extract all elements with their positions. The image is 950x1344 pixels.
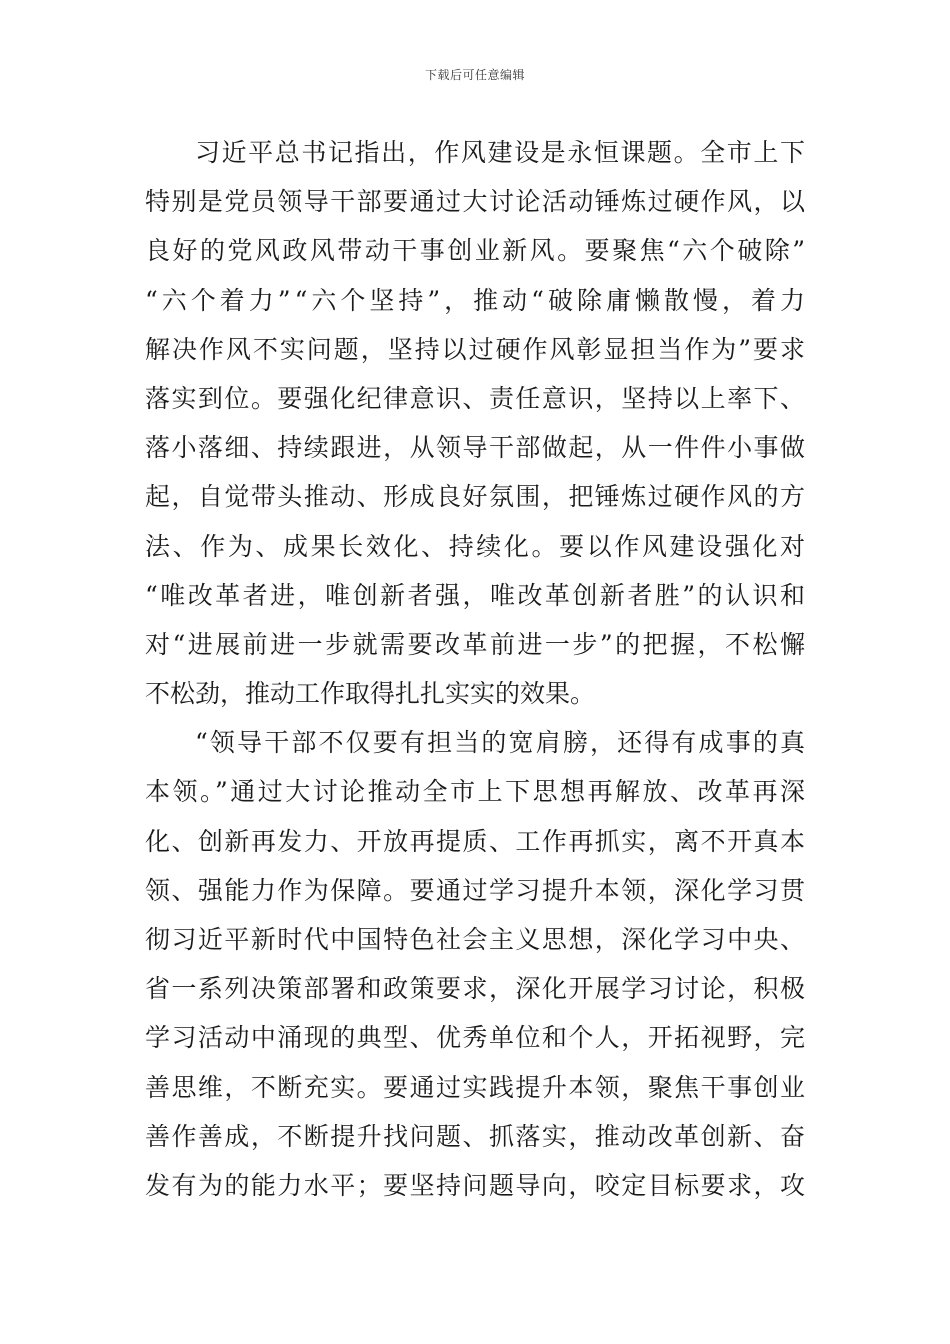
paragraph-line: “领导干部不仅要有担当的宽肩膀，还得有成事的真: [195, 728, 808, 758]
paragraph-line: 良好的党风政风带动干事创业新风。要聚焦“六个破除”: [145, 236, 808, 266]
paragraph-line: 化、创新再发力、开放再提质、工作再抓实，离不开真本: [145, 826, 807, 856]
paragraph-line: 发有为的能力水平；要坚持问题导向，咬定目标要求，攻: [145, 1170, 807, 1200]
paragraph-line: 对“进展前进一步就需要改革前进一步”的把握，不松懈: [145, 629, 808, 659]
paragraph-line: “唯改革者进，唯创新者强，唯改革创新者胜”的认识和: [145, 580, 808, 610]
paragraph-line: 善作善成，不断提升找问题、抓落实，推动改革创新、奋: [145, 1121, 807, 1151]
page-header: 下载后可任意编辑: [424, 68, 525, 82]
paragraph-line: 本领。”通过大讨论推动全市上下思想再解放、改革再深: [145, 777, 808, 807]
paragraph-line: 习近平总书记指出，作风建设是永恒课题。全市上下: [195, 138, 807, 167]
paragraph-line: 落小落细、持续跟进，从领导干部做起，从一件件小事做: [145, 433, 807, 463]
paragraph-line: “六个着力”“六个坚持”，推动“破除庸懒散慢，着力: [145, 285, 810, 315]
paragraph-line: 彻习近平新时代中国特色社会主义思想，深化学习中央、: [145, 925, 807, 954]
paragraph-line: 善思维，不断充实。要通过实践提升本领，聚焦干事创业: [145, 1072, 807, 1102]
paragraph-line: 特别是党员领导干部要通过大讨论活动锤炼过硬作风，以: [145, 187, 807, 217]
paragraph-line: 省一系列决策部署和政策要求，深化开展学习讨论，积极: [145, 974, 807, 1004]
document-body: [145, 128, 810, 1210]
paragraph-line: 领、强能力作为保障。要通过学习提升本领，深化学习贯: [145, 875, 807, 905]
paragraph-line: 法、作为、成果长效化、持续化。要以作风建设强化对: [145, 531, 808, 561]
paragraph-line: 起，自觉带头推动、形成良好氛围，把锤炼过硬作风的方: [145, 482, 807, 512]
paragraph-line: 落实到位。要强化纪律意识、责任意识，坚持以上率下、: [145, 383, 807, 413]
paragraph-line: 学习活动中涌现的典型、优秀单位和个人，开拓视野，完: [145, 1023, 807, 1053]
paragraph-line: 解决作风不实问题，坚持以过硬作风彰显担当作为”要求: [145, 334, 807, 364]
paragraph-line: 不松劲，推动工作取得扎扎实实的效果。: [145, 679, 596, 709]
